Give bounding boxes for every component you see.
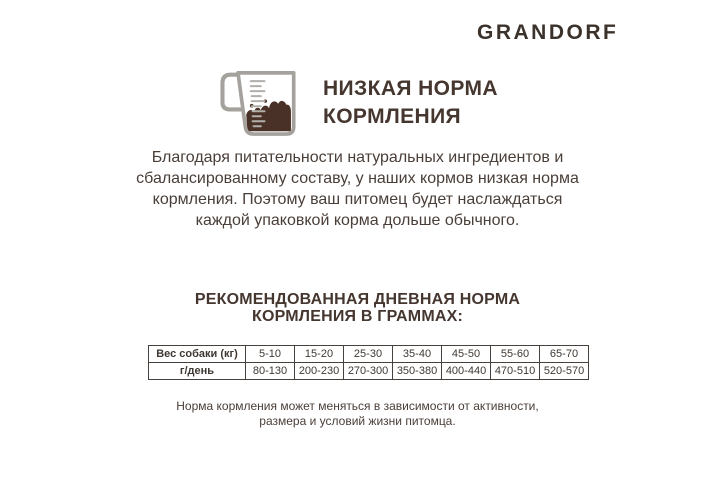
intro-line: сбалансированному составу, у наших кормов низкая норма	[136, 170, 579, 187]
hero-section	[0, 66, 715, 140]
weight-cell: 45-50	[442, 346, 491, 363]
feeding-note-line2: размера и условий жизни питомца.	[259, 414, 456, 428]
grams-cell: 350-380	[393, 363, 442, 380]
feeding-title-line1: РЕКОМЕНДОВАННАЯ ДНЕВНАЯ НОРМА	[194, 291, 521, 308]
page-title-line1: НИЗКАЯ НОРМА	[322, 77, 498, 100]
feeding-table-row-grams	[149, 363, 589, 380]
feeding-title-line2: КОРМЛЕНИЯ В ГРАММАХ:	[252, 308, 463, 325]
grams-cell: 80-130	[246, 363, 295, 380]
feeding-table	[148, 345, 589, 380]
grams-cell: 400-440	[442, 363, 491, 380]
weight-cell: 25-30	[344, 346, 393, 363]
grams-cell: 520-570	[540, 363, 589, 380]
grams-cell: 270-300	[344, 363, 393, 380]
weight-label-cell: Вес собаки (кг)	[149, 346, 246, 363]
intro-line: каждой упаковкой корма дольше обычного.	[195, 212, 520, 229]
weight-cell: 65-70	[540, 346, 589, 363]
weight-cell: 15-20	[295, 346, 344, 363]
weight-cell: 55-60	[491, 346, 540, 363]
grandorf-logo: GRANDORF	[477, 21, 619, 44]
grams-label-cell: г/день	[149, 363, 246, 380]
page-title	[323, 75, 498, 131]
weight-cell: 5-10	[246, 346, 295, 363]
intro-line: кормления. Поэтому ваш питомец будет наслаждаться	[152, 191, 563, 208]
feeding-section-title	[0, 291, 715, 325]
feeding-note	[0, 399, 715, 429]
page-title-line2: КОРМЛЕНИЯ	[322, 105, 462, 128]
weight-cell: 35-40	[393, 346, 442, 363]
feeding-note-line1: Норма кормления может меняться в зависимости от активности,	[176, 399, 539, 413]
feeding-table-row-weights	[149, 346, 589, 363]
grams-cell: 200-230	[295, 363, 344, 380]
intro-paragraph	[0, 147, 715, 231]
grams-cell: 470-510	[491, 363, 540, 380]
intro-line: Благодаря питательности натуральных ингредиентов и	[151, 149, 564, 166]
measuring-cup-icon	[217, 66, 301, 140]
